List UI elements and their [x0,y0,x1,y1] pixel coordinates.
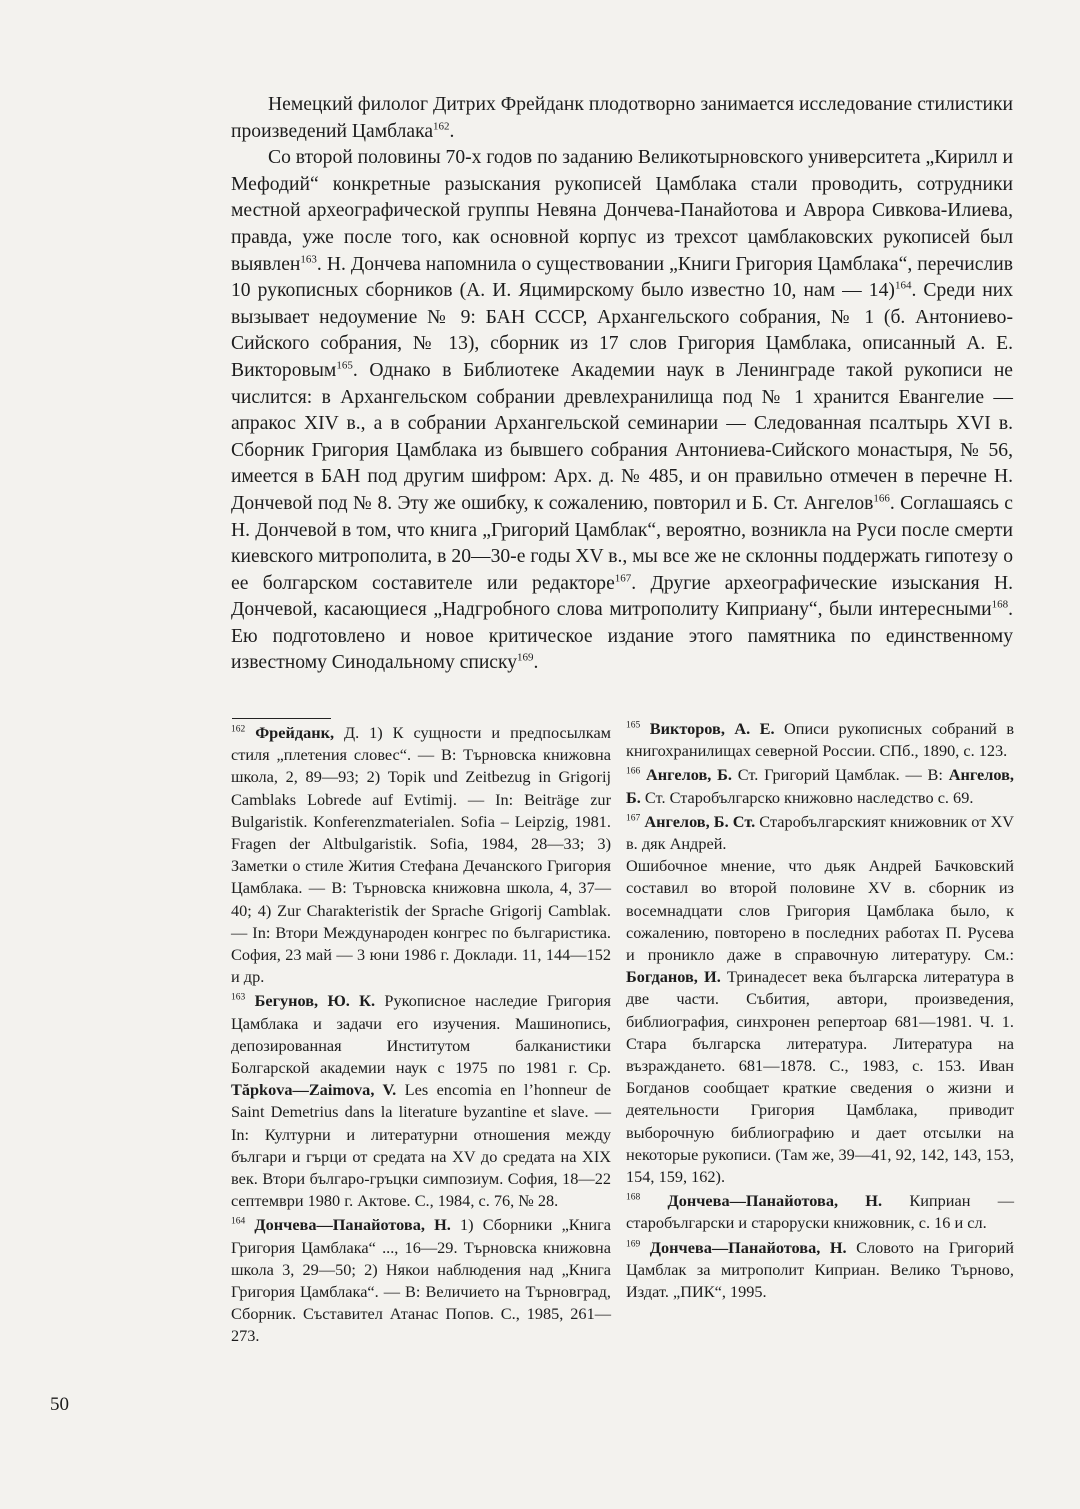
footnote-165: $^{165}$ Викторов, А. Е. Описи рукописных собраний в книгохранилищах северной России. СПб., 1890, с. 123. [626,719,1015,761]
footnote-167: $^{167}$ Ангелов, Б. Ст. Старобългарският книжовник от XV в. дяк Андрей. Ошибочное мнение, что дьяк Андрей Бачковский составил во второй половине XV в. сборник из восемнадцати слов Григория Цамблака было, к сожалению, повторено в последних работах П. Русева и проникло даже в справочную литературу. См.: Богданов, И. Тринадесет века българска литература в две части. Събития, автори, произведения, библиография, синхронен репертоар 681—1981. Ч. 1. Стара българска литература. Литература на възраждането. 681—1878. С., 1983, с. 153. Иван Богданов сообщает краткие сведения о жизни и деятельности Григория Цамблака, приводит выборочную библиографию и дает отсылки на некоторые рукописи. (Там же, 39—41, 92, 142, 143, 153, 154, 159, 162). [626,811,1014,1187]
footnote-164: $^{164}$ Дончева—Панайотова, Н. 1) Сборники „Книга Григория Цамблака“ ..., 16—29. Търновска книжовна школа 3, 29—50; 2) Някои наблюдения над „Книга Григория Цамблака“. — В: Величието на Търновград, Сборник. Съставител Атанас Попов. С., 1985, 261—273. [231,1215,611,1346]
footnote-166: $^{166}$ Ангелов, Б. Ст. Григорий Цамблак. — В: Ангелов, Б. Ст. Старобългарско книжовно наследство с. 69. [626,765,1014,807]
footnote-ref-163[interactable]: 163 [300,253,317,266]
footnote-169: $^{169}$ Дончева—Панайотова, Н. Словото на Григорий Цамблак за митрополит Киприан. Велико Търново, Издат. „ПИК“, 1995. [626,1237,1015,1302]
footnote-ref-167[interactable]: 167 [614,572,632,585]
footnote-ref-164[interactable]: 164 [894,279,912,292]
page-number: 50 [50,1394,69,1415]
footnote-ref-162[interactable]: 162 [433,120,450,133]
footnote-ref-165[interactable]: 165 [336,359,353,372]
footnotes-left-column [231,718,611,1350]
footnote-168: $^{168}$ Дончева—Панайотова, Н. Киприан — старобългарски и староруски книжовник, с. 16 и сл. [626,1191,1014,1233]
footnote-162: $^{162}$ Фрейданк, Д. 1) К сущности и предпосылкам стиля „плетения словес“. — В: Търновска книжовна школа, 2, 89—93; 2) Topik und Zeitbezug in Grigorij Camblaks Lobrede auf Evtimij. — In: Beiträge zur Bulgaristik. Konferenzmaterialen. Sofia – Leipzig, 1981. Fragen der Altbulgaristik. Sofia, 1984, 28—33; 3) Заметки о стиле Жития Стефана Дечанского Григория Цамблака. — В: Търновска книжовна школа, 4, 37—40; 4) Zur Charakteristik der Sprache Grigorij Camblak. — In: Втори Международен конгрес по българистика. София, 23 май — 3 юни 1986 г. Доклади. 11, 144—152 и др. [231,723,611,987]
main-text [231,92,1013,677]
footnote-ref-166[interactable]: 166 [873,492,890,505]
paragraph-1: Немецкий филолог Дитрих Фрейданк плодотворно занимается исследование стилистики произведений Цамблака$^{162}$. [231,94,1013,142]
footnote-ref-168[interactable]: 168 [991,598,1009,611]
footnote-ref-169[interactable]: 169 [517,651,534,664]
paragraph-2: Со второй половины 70-х годов по заданию Великотырновского университета „Кирилл и Мефодий“ конкретные разыскания рукописей Цамблака стали проводить, сотрудники местной археографической группы Невяна Дончева-Панайотова и Аврора Сивкова-Илиева, правда, уже после того, как основной корпус из трехсот цамблаковских рукописей был выявлен$^{163}$. Н. Дончева напомнила о существовании „Книги Григория Цамблака“, перечислив 10 рукописных сборников (А. И. Яцимирскому было известно 10, нам — 14)$^{164}$. Среди них вызывает недоумение № 9: БАН СССР, Архангельского собрания, № 1 (б. Антониево-Сийского собрания, № 13), сборник из 17 слов Григория Цамблака, описанный А. Е. Викторовым$^{165}$. Однако в Библиотеке Академии наук в Ленинграде такой рукописи не числится: в Архангельском собрании древлехранилища под № 1 хранится Евангелие — апракос XIV в., а в собрании Архангельской семинарии — Следованная псалтырь XVI в. Сборник Григория Цамблака из бывшего собрания Антониева-Сийского монастыря, № 56, имеется в БАН под другим шифром: Арх. д. № 485, и он правильно отмечен в перечне Н. Дончевой под № 8. Эту же ошибку, к сожалению, повторил и Б. Ст. Ангелов$^{166}$. Соглашаясь с Н. Дончевой в том, что книга „Григорий Цамблак“, вероятно, возникла на Руси после смерти киевского митрополита, в 20—30-е годы XV в., мы все же не склонны поддержать гипотезу о ее болгарском составителе или редакторе$^{167}$. Другие археографические изыскания Н. Дончевой, касающиеся „Надгробного слова митрополиту Киприану“, были интересными$^{168}$. Ею подготовлено и новое критическое издание этого памятника по единственному известному Синодальному списку$^{169}$. [231,147,1013,674]
footnotes-right-column [626,718,1014,1305]
footnote-163: $^{163}$ Бегунов, Ю. К. Рукописное наследие Григория Цамблака и задачи его изучения. Машинопись, депозированная Институтом балканистики Болгарской академии наук с 1975 по 1981 г. Ср. Tăpkova—Zaimova, V. Les encomia en l’honneur de Saint Demetrius dans la literature byzantine et slave. — In: Културни и литературни отношения между българи и гърци от средата на XV до средата на XIX век. Втори българо-гръцки симпозиум. София, 18—22 септември 1980 г. Актове. С., 1984, с. 76, № 28. [231,991,611,1211]
